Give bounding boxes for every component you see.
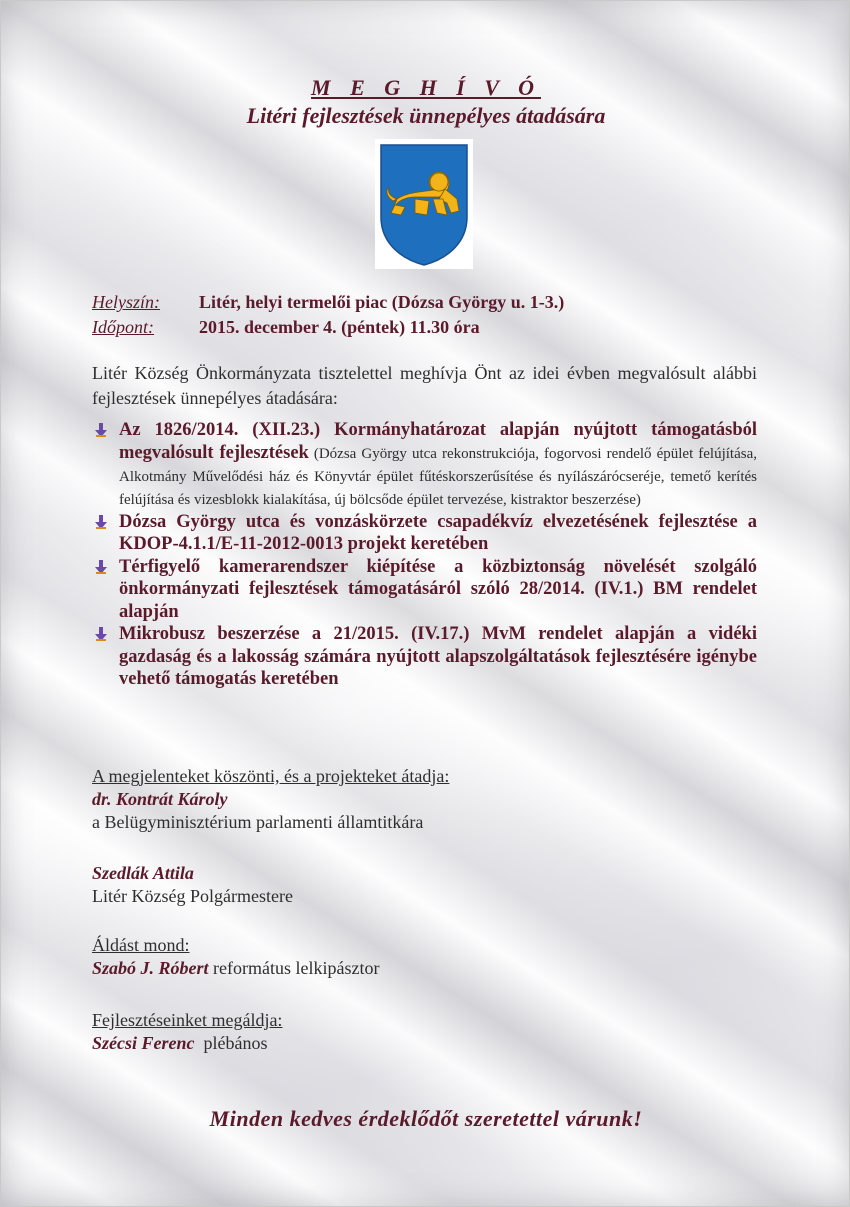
list-item (92, 556, 757, 624)
consecration-section (92, 1009, 282, 1055)
mayor-name: Szedlák Attila (92, 863, 194, 883)
closing-line: Minden kedves érdeklődőt szeretettel várunk! (209, 1106, 643, 1131)
page-subtitle: Litéri fejlesztések ünnepélyes átadására (246, 103, 606, 128)
item-bold: Dózsa György utca és vonzáskörzete csapadékvíz elvezetésének fejlesztése a KDOP-4.1.1/E-11-2012-0013 projekt keretében (119, 511, 757, 554)
time-value: 2015. december 4. (péntek) 11.30 óra (199, 317, 480, 337)
speaker-role: a Belügyminisztérium parlamenti államtitkára (92, 812, 424, 832)
priest-role: plébános (194, 1033, 268, 1053)
arrow-down-icon (94, 559, 108, 575)
mayor-role: Litér Község Polgármestere (92, 886, 293, 906)
arrow-down-icon (94, 626, 108, 642)
item-bold: Az 1826/2014. (XII.23.) Kormányhatározat alapján nyújtott támogatásból megvalósult fejlesztések (119, 420, 757, 463)
pastor-name: Szabó J. Róbert (92, 958, 209, 978)
mayor-section (92, 862, 293, 908)
arrow-down-icon (94, 514, 108, 530)
list-item (92, 419, 757, 511)
item-detail: (Dózsa György utca rekonstrukciója, fogorvosi rendelő épület felújítása, Alkotmány Művelődési ház és Könyvtár épület fűtéskorszerűsítése és nyílászárócseréje, temető kerítés felújítása és vizesblokk kialakítása, új bölcsőde épület tervezése, kistraktor beszerzése) (119, 445, 757, 508)
place-label: Helyszín: (92, 292, 160, 312)
item-bold: Mikrobusz beszerzése a 21/2015. (IV.17.) MvM rendelet alapján a vidéki gazdaság és a lakosság számára nyújtott alapszolgáltatások fejlesztésére igénybe vehető támogatás keretében (119, 624, 757, 689)
list-item (92, 623, 757, 691)
lion-crest-icon (375, 139, 473, 269)
page-title: M E G H Í V Ó (311, 75, 541, 100)
development-list (92, 419, 757, 691)
item-bold: Térfigyelő kamerarendszer kiépítése a közbiztonság növelését szolgáló önkormányzati fejlesztések támogatásáról szóló 28/2014. (IV.1.) BM rendelet alapján (119, 556, 757, 622)
greeting-label: A megjelenteket köszönti, és a projekteket átadja: (92, 766, 450, 786)
greeting-section (92, 765, 449, 834)
list-item (92, 511, 757, 556)
time-label: Időpont: (92, 317, 154, 337)
place-value: Litér, helyi termelői piac (Dózsa György u. 1-3.) (199, 292, 565, 312)
blessing-section (92, 934, 379, 980)
intro-paragraph: Litér Község Önkormányzata tisztelettel meghívja Önt az idei évben megvalósult alábbi fejlesztések ünnepélyes átadására: (92, 363, 757, 408)
consecration-label: Fejlesztéseinket megáldja: (92, 1010, 283, 1030)
pastor-role: református lelkipásztor (208, 958, 380, 978)
priest-name: Szécsi Ferenc (92, 1033, 195, 1053)
blessing-label: Áldást mond: (92, 935, 190, 955)
arrow-down-icon (94, 422, 108, 438)
speaker-name: dr. Kontrát Károly (92, 789, 228, 809)
